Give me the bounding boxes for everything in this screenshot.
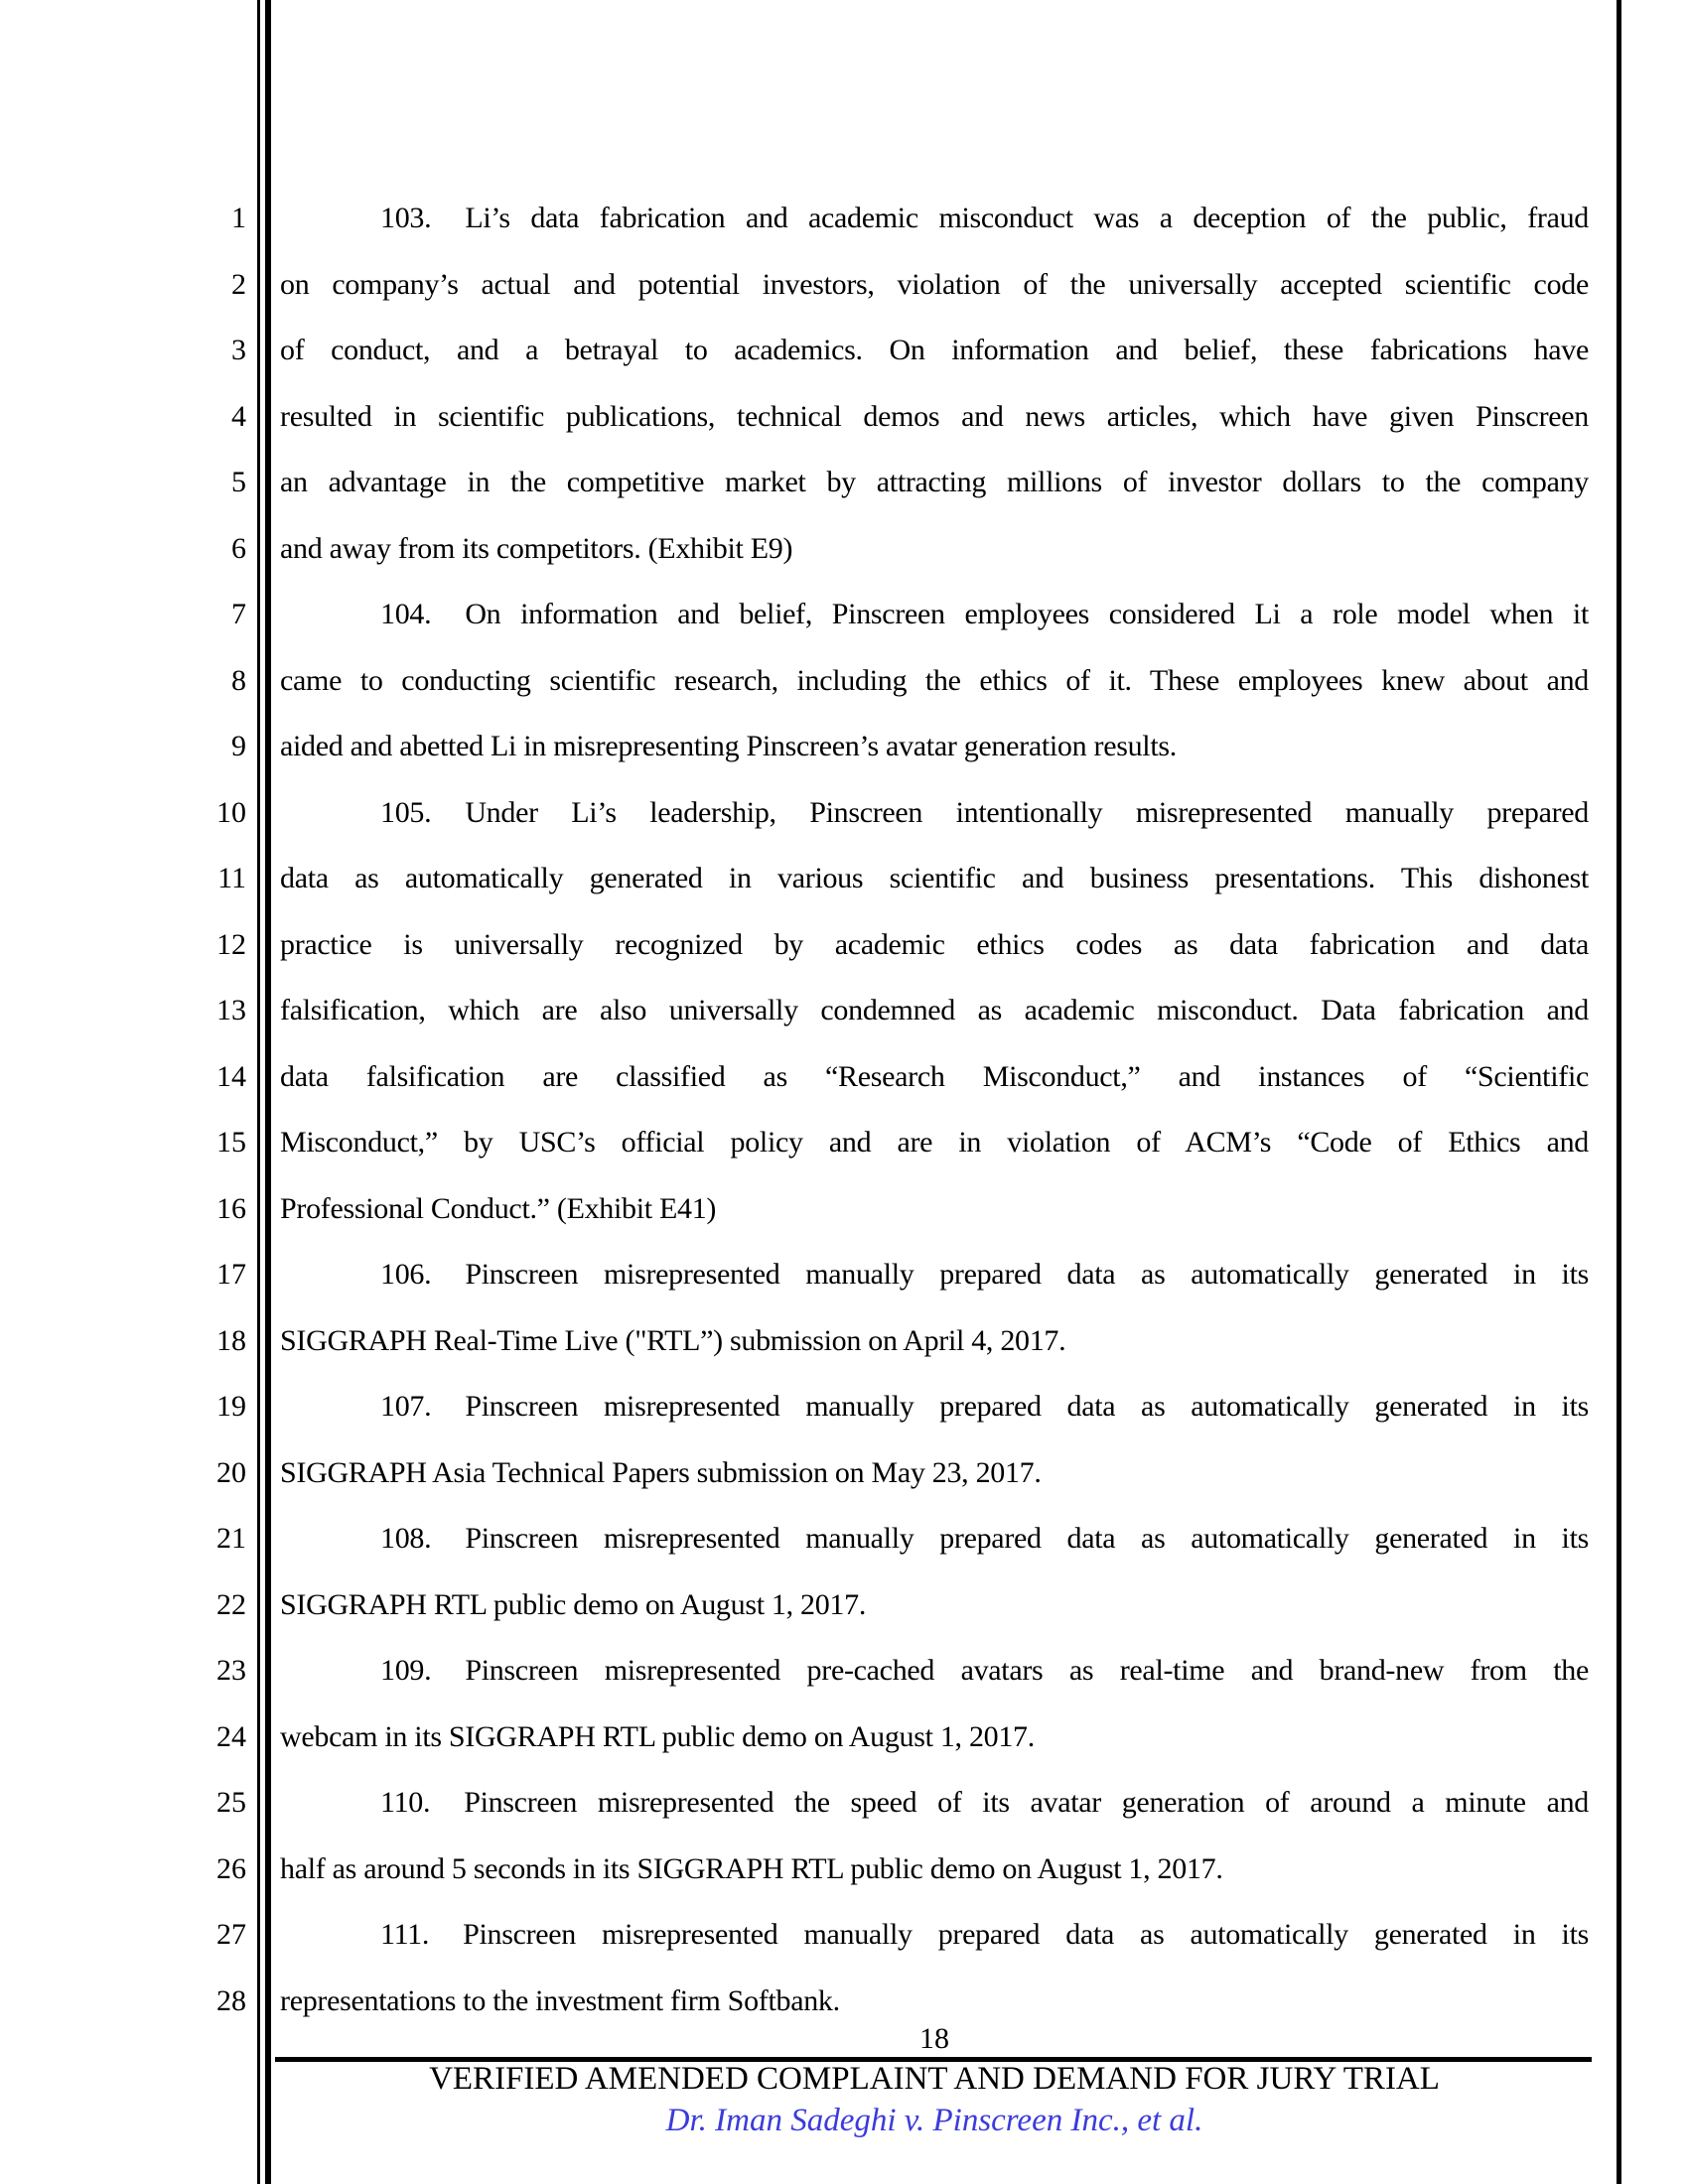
line-number: 7 xyxy=(231,598,246,630)
line-text: SIGGRAPH Real-Time Live ("RTL”) submission on April 4, 2017. xyxy=(280,1323,1066,1357)
body-line xyxy=(280,1044,1589,1111)
line-number: 2 xyxy=(231,267,246,301)
line-number: 4 xyxy=(231,399,246,433)
body-line xyxy=(280,1638,1589,1705)
paragraph-number: 103. xyxy=(380,202,432,234)
line-number: 17 xyxy=(216,1258,246,1291)
body-line xyxy=(280,1770,1589,1837)
line-text: representations to the investment firm Softbank. xyxy=(280,1983,840,2017)
body-line xyxy=(280,1308,1589,1375)
body-line xyxy=(280,912,1589,979)
footer-title: VERIFIED AMENDED COMPLAINT AND DEMAND FOR JURY TRIAL xyxy=(429,2061,1440,2097)
line-text: Pinscreen misrepresented the speed of its avatar generation of around a minute and xyxy=(464,1786,1589,1819)
paragraph-number: 104. xyxy=(380,598,432,630)
line-text: data as automatically generated in various scientific and business presentations. This dishonest xyxy=(280,862,1589,894)
line-number: 15 xyxy=(216,1126,246,1159)
line-number: 14 xyxy=(216,1059,246,1093)
body-line xyxy=(280,1506,1589,1572)
paragraph-number: 111. xyxy=(380,1918,430,1951)
body-line xyxy=(280,1440,1589,1507)
line-number: 6 xyxy=(231,531,246,565)
line-number: 27 xyxy=(216,1918,246,1951)
body-line xyxy=(280,450,1589,516)
body-text-column xyxy=(280,186,1589,2034)
body-line xyxy=(280,1837,1589,1903)
line-number: 12 xyxy=(216,927,246,961)
line-number: 8 xyxy=(231,663,246,697)
line-text: Misconduct,” by USC’s official policy and are in violation of ACM’s “Code of Ethics and xyxy=(280,1126,1589,1159)
body-line xyxy=(280,186,1589,252)
line-text: Pinscreen misrepresented pre-cached avatars as real-time and brand-new from the xyxy=(465,1654,1589,1687)
line-text: Pinscreen misrepresented manually prepared data as automatically generated in its xyxy=(465,1390,1589,1423)
line-number: 9 xyxy=(231,730,246,762)
body-line xyxy=(280,1176,1589,1243)
line-text: SIGGRAPH RTL public demo on August 1, 2017. xyxy=(280,1587,867,1621)
body-line xyxy=(280,252,1589,319)
body-line xyxy=(280,1902,1589,1969)
body-line xyxy=(280,582,1589,648)
page-number: 18 xyxy=(919,2022,949,2055)
line-text: an advantage in the competitive market by attracting millions of investor dollars to the company xyxy=(280,466,1589,498)
line-number: 28 xyxy=(216,1983,246,2017)
line-text: Pinscreen misrepresented manually prepared data as automatically generated in its xyxy=(465,1258,1589,1291)
line-text: practice is universally recognized by academic ethics codes as data fabrication and data xyxy=(280,927,1589,961)
body-line xyxy=(280,846,1589,912)
body-line xyxy=(280,978,1589,1044)
line-text: Professional Conduct.” (Exhibit E41) xyxy=(280,1191,717,1225)
paragraph-number: 107. xyxy=(380,1390,432,1423)
line-number: 20 xyxy=(216,1455,246,1489)
line-number: 1 xyxy=(231,202,246,234)
line-text: Under Li’s leadership, Pinscreen intentionally misrepresented manually prepared xyxy=(465,795,1589,829)
body-line xyxy=(280,714,1589,780)
line-number: 11 xyxy=(217,862,246,894)
line-text: half as around 5 seconds in its SIGGRAPH RTL public demo on August 1, 2017. xyxy=(280,1851,1223,1885)
body-line xyxy=(280,384,1589,451)
line-text: aided and abetted Li in misrepresenting Pinscreen’s avatar generation results. xyxy=(280,730,1177,762)
paragraph-number: 108. xyxy=(380,1522,432,1555)
paragraph-number: 106. xyxy=(380,1258,432,1291)
line-text: Pinscreen misrepresented manually prepared data as automatically generated in its xyxy=(463,1918,1589,1951)
line-text: on company’s actual and potential investors, violation of the universally accepted scientific code xyxy=(280,267,1589,301)
body-line xyxy=(280,648,1589,715)
line-text: On information and belief, Pinscreen employees considered Li a role model when it xyxy=(465,598,1589,630)
line-text: resulted in scientific publications, technical demos and news articles, which have given Pinscreen xyxy=(280,399,1589,433)
line-text: of conduct, and a betrayal to academics. On information and belief, these fabrications have xyxy=(280,334,1589,366)
line-number: 19 xyxy=(216,1390,246,1423)
line-text: Li’s data fabrication and academic misconduct was a deception of the public, fraud xyxy=(465,202,1589,234)
line-number: 25 xyxy=(216,1786,246,1819)
line-number: 13 xyxy=(216,994,246,1026)
paragraph-number: 110. xyxy=(380,1786,431,1819)
line-number: 22 xyxy=(216,1587,246,1621)
pleading-right-rule xyxy=(1617,0,1621,2184)
line-number: 24 xyxy=(216,1719,246,1753)
line-number: 23 xyxy=(216,1654,246,1687)
body-line xyxy=(280,1242,1589,1308)
body-line xyxy=(280,1705,1589,1771)
line-number-gutter xyxy=(0,186,246,2034)
body-line xyxy=(280,1572,1589,1639)
body-line xyxy=(280,1374,1589,1440)
line-text: data falsification are classified as “Research Misconduct,” and instances of “Scientific xyxy=(280,1059,1589,1093)
line-text: Pinscreen misrepresented manually prepared data as automatically generated in its xyxy=(465,1522,1589,1555)
line-text: and away from its competitors. (Exhibit E9) xyxy=(280,531,793,565)
pleading-left-rule-outer xyxy=(257,0,260,2184)
line-number: 5 xyxy=(231,466,246,498)
paragraph-number: 109. xyxy=(380,1654,432,1687)
case-caption: Dr. Iman Sadeghi v. Pinscreen Inc., et al. xyxy=(665,2103,1203,2138)
line-number: 16 xyxy=(216,1191,246,1225)
paragraph-number: 105. xyxy=(380,795,432,829)
line-number: 3 xyxy=(231,334,246,366)
line-text: came to conducting scientific research, including the ethics of it. These employees knew about and xyxy=(280,663,1589,697)
line-text: SIGGRAPH Asia Technical Papers submission on May 23, 2017. xyxy=(280,1455,1042,1489)
line-text: falsification, which are also universally condemned as academic misconduct. Data fabrication and xyxy=(280,994,1589,1026)
body-line xyxy=(280,516,1589,583)
line-number: 18 xyxy=(216,1323,246,1357)
body-line xyxy=(280,1110,1589,1176)
line-number: 26 xyxy=(216,1851,246,1885)
line-number: 10 xyxy=(216,795,246,829)
line-number: 21 xyxy=(216,1522,246,1555)
line-text: webcam in its SIGGRAPH RTL public demo on August 1, 2017. xyxy=(280,1719,1035,1753)
body-line xyxy=(280,780,1589,847)
body-line xyxy=(280,318,1589,384)
pleading-left-rule-inner xyxy=(265,0,271,2184)
